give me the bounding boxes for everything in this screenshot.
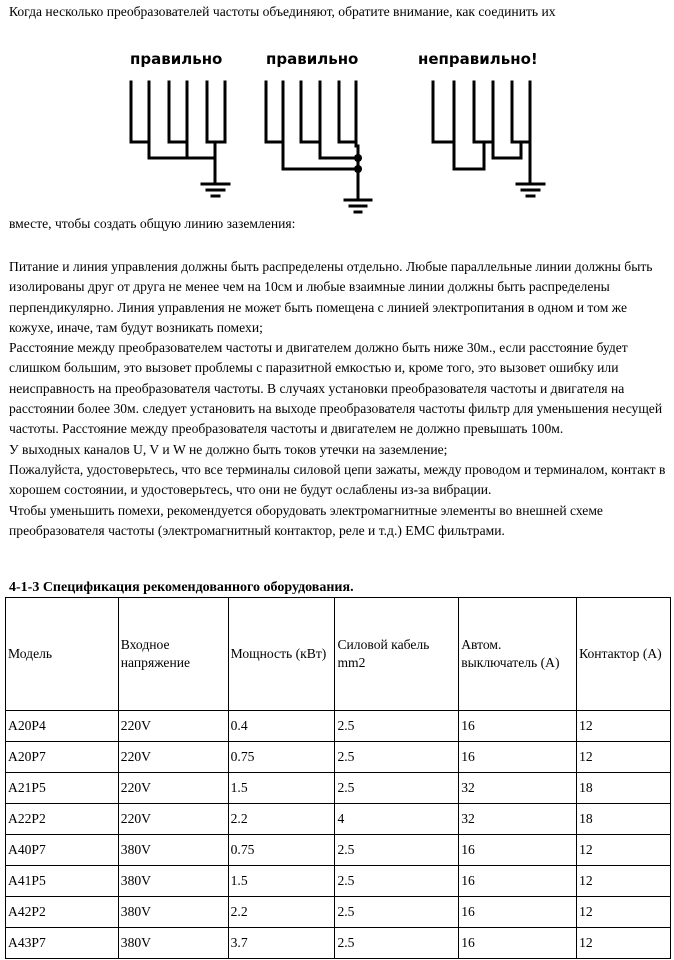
cell-model: A22P2: [6, 804, 119, 835]
table-row: [6, 897, 671, 928]
cell-voltage: 380V: [118, 928, 228, 959]
cell-model: A41P5: [6, 866, 119, 897]
cell-breaker: 32: [459, 804, 577, 835]
header-contactor: Контактор (А): [577, 598, 671, 711]
cell-breaker: 16: [459, 866, 577, 897]
cell-cable: 2.5: [335, 742, 459, 773]
table-row: [6, 773, 671, 804]
cell-breaker: 16: [459, 711, 577, 742]
header-power: Мощность (кВт): [228, 598, 335, 711]
header-model: Модель: [6, 598, 119, 711]
cell-breaker: 16: [459, 742, 577, 773]
cell-breaker: 32: [459, 773, 577, 804]
cell-contactor: 18: [577, 804, 671, 835]
table-row: [6, 866, 671, 897]
cell-voltage: 220V: [118, 804, 228, 835]
cell-contactor: 12: [577, 866, 671, 897]
cell-power: 2.2: [228, 897, 335, 928]
paragraph-power-control: Питание и линия управления должны быть распределены отдельно. Любые параллельные линии должны быть изолированы друг от друга не менее чем на 10см и любые взаимные линии должны быть распределены перпендикулярно. Линия управления не может быть помещена с линией электропитания в одном и том же кожухе, иначе, там будут возникать помехи;: [9, 259, 653, 335]
cell-model: A20P4: [6, 711, 119, 742]
cell-voltage: 380V: [118, 835, 228, 866]
cell-power: 2.2: [228, 804, 335, 835]
cell-cable: 2.5: [335, 866, 459, 897]
intro-text: Когда несколько преобразователей частоты объединяют, обратите внимание, как соединить их: [9, 4, 556, 19]
cell-power: 1.5: [228, 773, 335, 804]
diagram-correct-bus: [266, 82, 371, 212]
header-power-cable: Силовой кабель mm2: [335, 598, 459, 711]
cell-cable: 2.5: [335, 711, 459, 742]
cell-breaker: 16: [459, 897, 577, 928]
cell-model: A20P7: [6, 742, 119, 773]
diagram-wrong-chain: [433, 82, 544, 196]
diagram-correct-star: [131, 82, 229, 196]
label-correct-1: правильно: [130, 50, 223, 68]
paragraph-emc: Чтобы уменьшить помехи, рекомендуется оборудовать электромагнитные элементы во внешней схеме преобразователя частоты (электромагнитный контактор, реле и т.д.) EMC фильтрами.: [9, 502, 603, 538]
cell-voltage: 220V: [118, 742, 228, 773]
table-row: [6, 742, 671, 773]
cell-power: 0.75: [228, 835, 335, 866]
intro-continued: вместе, чтобы создать общую линию заземления:: [9, 216, 296, 231]
table-header-row: [6, 598, 671, 711]
table-row: [6, 835, 671, 866]
cell-voltage: 220V: [118, 773, 228, 804]
paragraph-terminals: Пожалуйста, удостоверьтесь, что все терминалы силовой цепи зажаты, между проводом и терминалом, контакт в хорошем состоянии, и удостоверьтесь, что они не будут ослаблены из-за вибрации.: [9, 461, 666, 498]
cell-breaker: 16: [459, 835, 577, 866]
cell-breaker: 16: [459, 928, 577, 959]
cell-model: A43P7: [6, 928, 119, 959]
cell-contactor: 12: [577, 897, 671, 928]
body-text: [9, 257, 669, 541]
cell-power: 3.7: [228, 928, 335, 959]
cell-contactor: 18: [577, 773, 671, 804]
header-breaker: Автом. выключатель (А): [459, 598, 577, 711]
cell-cable: 2.5: [335, 897, 459, 928]
table-row: [6, 804, 671, 835]
cell-cable: 2.5: [335, 835, 459, 866]
cell-contactor: 12: [577, 928, 671, 959]
cell-voltage: 380V: [118, 866, 228, 897]
label-correct-2: правильно: [266, 50, 359, 68]
paragraph-distance: Расстояние между преобразователем частоты и двигателем должно быть ниже 30м., если расстояние будет слишком большим, это вызовет проблемы с паразитной емкостью и, кроме того, это вызовет ошибку или неисправность на преобразователя частоты. В случаях установки преобразователя частоты и двигателя на расстоянии более 30м. следует установить на выходе преобразователя частоты фильтр для уменьшения несущей частоты. Расстояние между преобразователя частоты и двигателем не должно превышать 100м.: [9, 340, 663, 437]
cell-power: 0.4: [228, 711, 335, 742]
cell-cable: 4: [335, 804, 459, 835]
cell-voltage: 220V: [118, 711, 228, 742]
cell-model: A40P7: [6, 835, 119, 866]
table-row: [6, 928, 671, 959]
table-row: [6, 711, 671, 742]
label-wrong: неправильно!: [418, 50, 538, 68]
cell-cable: 2.5: [335, 928, 459, 959]
cell-power: 0.75: [228, 742, 335, 773]
cell-contactor: 12: [577, 742, 671, 773]
cell-model: A21P5: [6, 773, 119, 804]
cell-power: 1.5: [228, 866, 335, 897]
equipment-spec-table: [5, 597, 671, 959]
cell-cable: 2.5: [335, 773, 459, 804]
cell-contactor: 12: [577, 711, 671, 742]
cell-contactor: 12: [577, 835, 671, 866]
section-title: 4-1-3 Спецификация рекомендованного оборудования.: [9, 580, 354, 595]
header-input-voltage: Входное напряжение: [118, 598, 228, 711]
paragraph-leakage: У выходных каналов U, V и W не должно быть токов утечки на заземление;: [9, 441, 448, 457]
cell-voltage: 380V: [118, 897, 228, 928]
cell-model: A42P2: [6, 897, 119, 928]
grounding-diagram: [0, 44, 674, 216]
